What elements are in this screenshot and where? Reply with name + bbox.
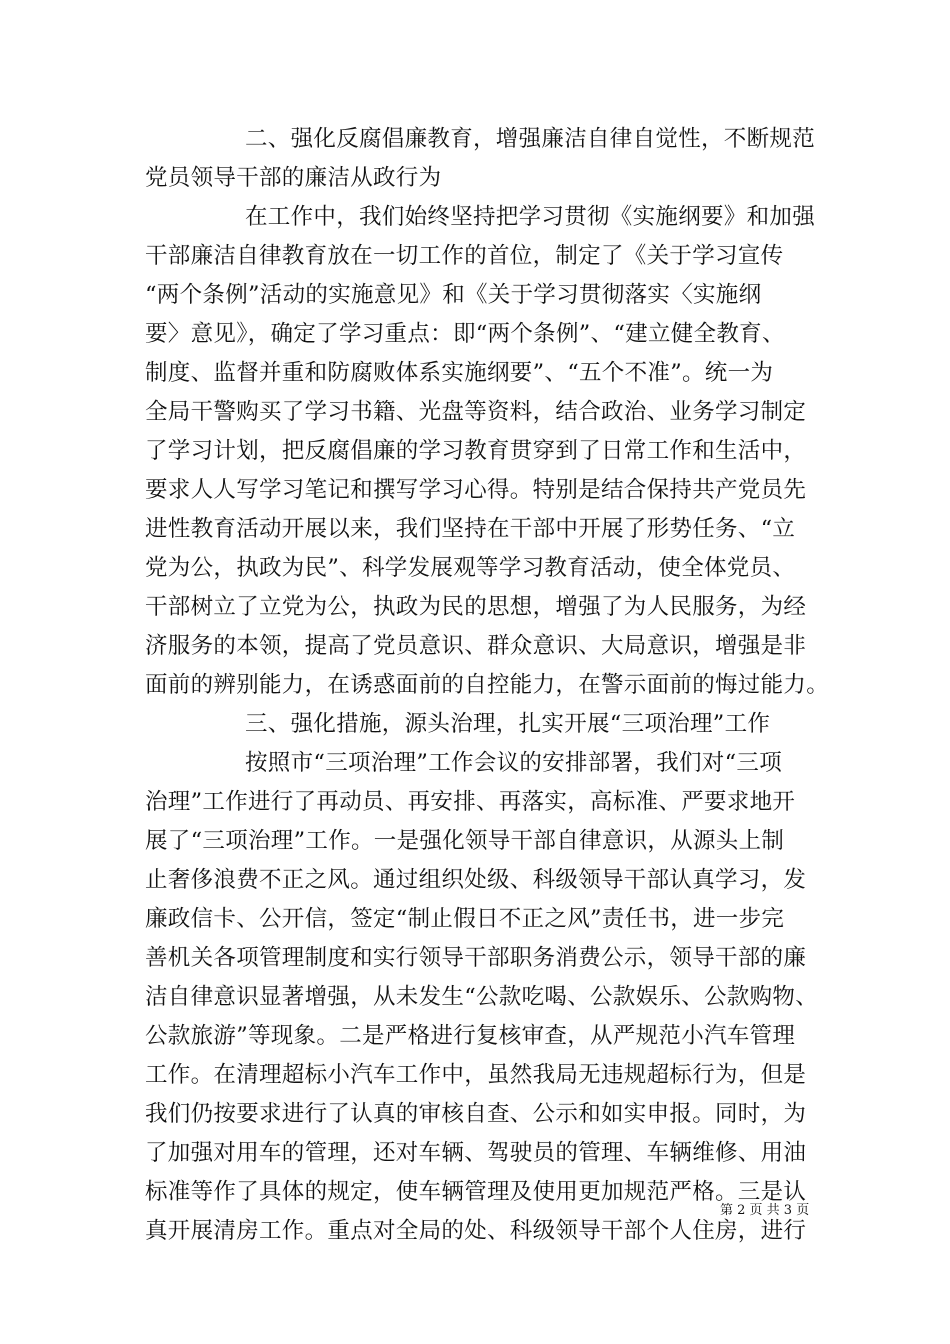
heading-section-two: 二、强化反腐倡廉教育，增强廉洁自律自觉性，不断规范: [245, 126, 816, 152]
paragraph-line: 真开展清房工作。重点对全局的处、科级领导干部个人住房，进行: [145, 1218, 807, 1244]
heading-section-three: 三、强化措施，源头治理，扎实开展“三项治理”工作: [245, 711, 771, 737]
paragraph-line: 按照市“三项治理”工作会议的安排部署，我们对“三项: [245, 750, 783, 776]
paragraph-line: 工作。在清理超标小汽车工作中，虽然我局无违规超标行为，但是: [145, 1062, 807, 1088]
paragraph-line: 公款旅游”等现象。二是严格进行复核审查，从严规范小汽车管理: [145, 1023, 796, 1049]
paragraph-line: 干部廉洁自律教育放在一切工作的首位，制定了《关于学习宣传: [145, 243, 784, 269]
paragraph-line: 治理”工作进行了再动员、再安排、再落实，高标准、严要求地开: [145, 789, 796, 815]
paragraph-line: “两个条例”活动的实施意见》和《关于学习贯彻落实〈实施纲: [145, 282, 762, 308]
paragraph-line: 全局干警购买了学习书籍、光盘等资料，结合政治、业务学习制定: [145, 399, 807, 425]
paragraph-line: 党为公，执政为民”、科学发展观等学习教育活动，使全体党员、: [145, 555, 796, 581]
paragraph-line: 廉政信卡、公开信，签定“制止假日不正之风”责任书，进一步完: [145, 906, 785, 932]
paragraph-line: 在工作中，我们始终坚持把学习贯彻《实施纲要》和加强: [245, 204, 816, 230]
paragraph-line: 展了“三项治理”工作。一是强化领导干部自律意识，从源头上制: [145, 828, 785, 854]
paragraph-line: 济服务的本领，提高了党员意识、群众意识、大局意识，增强是非: [145, 633, 807, 659]
paragraph-line: 要〉意见》，确定了学习重点：即“两个条例”、“建立健全教育、: [145, 321, 785, 347]
paragraph-line: 了加强对用车的管理，还对车辆、驾驶员的管理、车辆维修、用油: [145, 1140, 807, 1166]
paragraph-line: 了学习计划，把反腐倡廉的学习教育贯穿到了日常工作和生活中，: [145, 438, 807, 464]
paragraph-line: 善机关各项管理制度和实行领导干部职务消费公示，领导干部的廉: [145, 945, 807, 971]
paragraph-line: 要求人人写学习笔记和撰写学习心得。特别是结合保持共产党员先: [145, 477, 807, 503]
paragraph-line: 标准等作了具体的规定，使车辆管理及使用更加规范严格。三是认: [145, 1179, 807, 1205]
paragraph-line: 进性教育活动开展以来，我们坚持在干部中开展了形势任务、“立: [145, 516, 796, 542]
paragraph-line: 我们仍按要求进行了认真的审核自查、公示和如实申报。同时，为: [145, 1101, 807, 1127]
paragraph-line: 止奢侈浪费不正之风。通过组织处级、科级领导干部认真学习，发: [145, 867, 807, 893]
heading-section-two-cont: 党员领导干部的廉洁从政行为: [145, 165, 442, 191]
paragraph-line: 面前的辨别能力，在诱惑面前的自控能力，在警示面前的悔过能力。: [145, 672, 830, 698]
paragraph-line: 制度、监督并重和防腐败体系实施纲要”、“五个不准”。统一为: [145, 360, 774, 386]
paragraph-line: 干部树立了立党为公，执政为民的思想，增强了为人民服务，为经: [145, 594, 807, 620]
page-number-footer: 第 2 页 共 3 页: [720, 1203, 810, 1218]
paragraph-line: 洁自律意识显著增强，从未发生“公款吃喝、公款娱乐、公款购物、: [145, 984, 819, 1010]
